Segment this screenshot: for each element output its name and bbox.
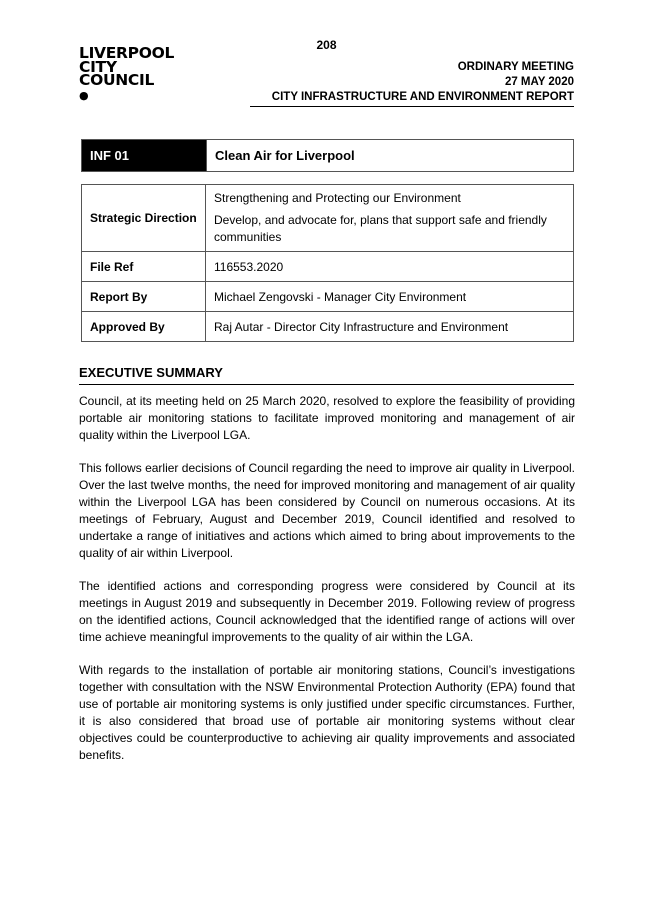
page-number: 208 bbox=[316, 38, 337, 52]
logo-line-3 bbox=[79, 71, 174, 102]
strategic-direction-line-2: Develop, and advocate for, plans that support safe and friendly communities bbox=[214, 213, 547, 244]
logo-line-1: LIVERPOOL bbox=[79, 44, 175, 62]
report-by-row bbox=[82, 282, 574, 312]
file-ref-row bbox=[82, 252, 574, 282]
strategic-direction-label: Strategic Direction bbox=[82, 185, 206, 252]
meeting-type: ORDINARY MEETING bbox=[457, 61, 574, 73]
strategic-direction-line-1: Strengthening and Protecting our Environment bbox=[214, 191, 461, 205]
report-by-label: Report By bbox=[82, 282, 206, 312]
summary-paragraph: The identified actions and corresponding progress were considered by Council at its meetings in August 2019 and subsequently in December 2019. Following review of progress on the identified actions, Council acknowledged that the identified range of actions will over time achieve meaningful improvements to the quality of air within the LGA. bbox=[79, 579, 575, 644]
executive-summary-heading: EXECUTIVE SUMMARY bbox=[79, 365, 574, 385]
meeting-date: 27 MAY 2020 bbox=[504, 75, 574, 88]
approved-by-label: Approved By bbox=[82, 312, 206, 342]
file-ref-value: 116553.2020 bbox=[206, 252, 574, 282]
executive-summary-body bbox=[79, 393, 575, 780]
summary-paragraph: With regards to the installation of portable air monitoring stations, Council’s investigations together with consultation with the NSW Environmental Protection Authority (EPA) found that use of portable air monitoring systems is only justified under specific circumstances. Further, it is also considered that broad use of portable air monitoring systems without clear objectives could be counterproductive to achieving air quality improvements and associated benefits. bbox=[79, 663, 575, 762]
summary-paragraph: Council, at its meeting held on 25 March 2020, resolved to explore the feasibility of providing portable air monitoring stations to facilitate improved monitoring and management of air quality within the Liverpool LGA. bbox=[79, 394, 575, 442]
header-divider bbox=[250, 106, 574, 107]
logo-dot-icon: ● bbox=[79, 88, 89, 102]
file-ref-label: File Ref bbox=[82, 252, 206, 282]
strategic-direction-row bbox=[82, 185, 574, 252]
approved-by-value: Raj Autar - Director City Infrastructure and Environment bbox=[206, 312, 574, 342]
logo-line-2: CITY bbox=[79, 57, 117, 76]
report-title: CITY INFRASTRUCTURE AND ENVIRONMENT REPORT bbox=[271, 91, 574, 103]
item-details-table bbox=[81, 184, 574, 342]
report-by-value: Michael Zengovski - Manager City Environment bbox=[206, 282, 574, 312]
strategic-direction-value bbox=[206, 185, 574, 252]
logo-line-3-text: COUNCIL bbox=[79, 71, 155, 89]
summary-paragraph: This follows earlier decisions of Council regarding the need to improve air quality in Liverpool. Over the last twelve months, the need for improved monitoring and management of air quality within the Liverpool LGA has been considered by Council on numerous occasions. At its meetings of February, August and December 2019, Council identified and resolved to undertake a range of initiatives and actions which aimed to bring about improvements to the quality of air within Liverpool. bbox=[79, 461, 575, 560]
item-title: Clean Air for Liverpool bbox=[207, 140, 574, 172]
item-title-table bbox=[81, 139, 574, 172]
meeting-info bbox=[458, 60, 574, 89]
council-logo bbox=[79, 44, 175, 102]
approved-by-row bbox=[82, 312, 574, 342]
item-code: INF 01 bbox=[82, 140, 207, 172]
